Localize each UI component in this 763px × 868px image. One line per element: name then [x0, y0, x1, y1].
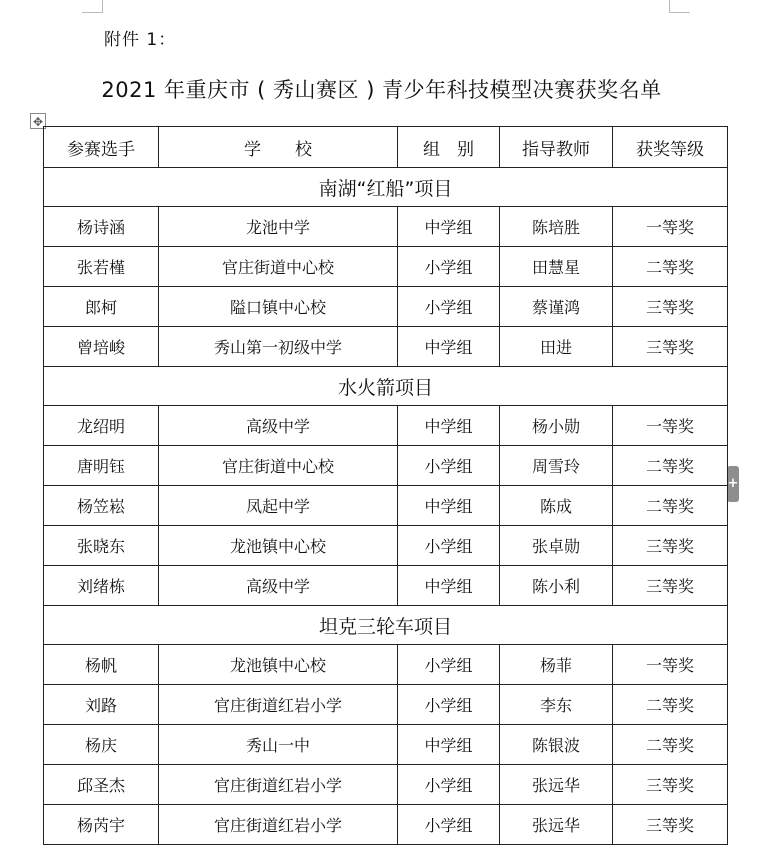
- table-row: [44, 247, 728, 287]
- section-title: 南湖“红船”项目: [44, 168, 728, 207]
- teacher-cell: 田进: [500, 327, 613, 367]
- school-cell: 官庄街道红岩小学: [159, 765, 398, 805]
- contestant-cell: 刘绪栋: [44, 566, 159, 606]
- contestant-cell: 唐明钰: [44, 446, 159, 486]
- school-cell: 官庄街道中心校: [159, 446, 398, 486]
- teacher-cell: 杨小勋: [500, 406, 613, 446]
- award-cell: 二等奖: [613, 725, 728, 765]
- contestant-cell: 杨笠崧: [44, 486, 159, 526]
- table-row: [44, 805, 728, 845]
- page-corner-mark-left: [82, 0, 103, 13]
- awards-table: [43, 126, 728, 845]
- contestant-cell: 张晓东: [44, 526, 159, 566]
- column-header-school: 学 校: [159, 127, 398, 168]
- school-cell: 高级中学: [159, 406, 398, 446]
- table-row: [44, 566, 728, 606]
- award-cell: 二等奖: [613, 685, 728, 725]
- group-cell: 中学组: [398, 327, 500, 367]
- award-cell: 二等奖: [613, 486, 728, 526]
- group-cell: 中学组: [398, 486, 500, 526]
- award-cell: 一等奖: [613, 406, 728, 446]
- table-row: [44, 287, 728, 327]
- section-row: [44, 606, 728, 645]
- group-cell: 中学组: [398, 725, 500, 765]
- document-title: 2021 年重庆市 ( 秀山赛区 ) 青少年科技模型决赛获奖名单: [101, 78, 662, 102]
- teacher-cell: 周雪玲: [500, 446, 613, 486]
- page-corner-mark-right: [669, 0, 690, 13]
- award-cell: 二等奖: [613, 446, 728, 486]
- column-header-teacher: 指导教师: [500, 127, 613, 168]
- teacher-cell: 杨菲: [500, 645, 613, 685]
- award-cell: 一等奖: [613, 207, 728, 247]
- table-row: [44, 685, 728, 725]
- award-cell: 三等奖: [613, 805, 728, 845]
- group-cell: 小学组: [398, 287, 500, 327]
- award-cell: 三等奖: [613, 566, 728, 606]
- group-cell: 小学组: [398, 247, 500, 287]
- table-row: [44, 327, 728, 367]
- contestant-cell: 曾培峻: [44, 327, 159, 367]
- award-cell: 一等奖: [613, 645, 728, 685]
- school-cell: 秀山一中: [159, 725, 398, 765]
- column-header-contestant: 参赛选手: [44, 127, 159, 168]
- teacher-cell: 张远华: [500, 765, 613, 805]
- section-title: 坦克三轮车项目: [44, 606, 728, 645]
- teacher-cell: 田慧星: [500, 247, 613, 287]
- table-header-row: [44, 127, 728, 168]
- group-cell: 小学组: [398, 685, 500, 725]
- school-cell: 官庄街道红岩小学: [159, 805, 398, 845]
- group-cell: 中学组: [398, 566, 500, 606]
- contestant-cell: 郎柯: [44, 287, 159, 327]
- contestant-cell: 龙绍明: [44, 406, 159, 446]
- award-cell: 三等奖: [613, 526, 728, 566]
- group-cell: 小学组: [398, 446, 500, 486]
- teacher-cell: 陈成: [500, 486, 613, 526]
- teacher-cell: 陈小利: [500, 566, 613, 606]
- award-cell: 三等奖: [613, 765, 728, 805]
- table-row: [44, 645, 728, 685]
- table-row: [44, 765, 728, 805]
- teacher-cell: 张卓勋: [500, 526, 613, 566]
- teacher-cell: 李东: [500, 685, 613, 725]
- school-cell: 隘口镇中心校: [159, 287, 398, 327]
- group-cell: 小学组: [398, 805, 500, 845]
- table-row: [44, 526, 728, 566]
- contestant-cell: 杨芮宇: [44, 805, 159, 845]
- school-cell: 龙池中学: [159, 207, 398, 247]
- group-cell: 小学组: [398, 526, 500, 566]
- group-cell: 小学组: [398, 765, 500, 805]
- teacher-cell: 陈培胜: [500, 207, 613, 247]
- teacher-cell: 蔡谨鸿: [500, 287, 613, 327]
- school-cell: 高级中学: [159, 566, 398, 606]
- section-row: [44, 168, 728, 207]
- column-header-award-level: 获奖等级: [613, 127, 728, 168]
- school-cell: 凤起中学: [159, 486, 398, 526]
- table-row: [44, 725, 728, 765]
- teacher-cell: 陈银波: [500, 725, 613, 765]
- group-cell: 中学组: [398, 406, 500, 446]
- expand-panel-icon[interactable]: +: [727, 466, 739, 502]
- group-cell: 中学组: [398, 207, 500, 247]
- award-cell: 三等奖: [613, 287, 728, 327]
- column-header-group: 组 别: [398, 127, 500, 168]
- contestant-cell: 张若槿: [44, 247, 159, 287]
- table-move-handle-icon[interactable]: ✥: [30, 113, 46, 129]
- contestant-cell: 杨庆: [44, 725, 159, 765]
- school-cell: 官庄街道红岩小学: [159, 685, 398, 725]
- award-cell: 三等奖: [613, 327, 728, 367]
- award-cell: 二等奖: [613, 247, 728, 287]
- school-cell: 官庄街道中心校: [159, 247, 398, 287]
- school-cell: 秀山第一初级中学: [159, 327, 398, 367]
- section-title: 水火箭项目: [44, 367, 728, 406]
- teacher-cell: 张远华: [500, 805, 613, 845]
- table-row: [44, 207, 728, 247]
- contestant-cell: 邱圣杰: [44, 765, 159, 805]
- contestant-cell: 刘路: [44, 685, 159, 725]
- table-row: [44, 406, 728, 446]
- table-row: [44, 446, 728, 486]
- attachment-label: 附件 1：: [104, 30, 177, 50]
- school-cell: 龙池镇中心校: [159, 645, 398, 685]
- group-cell: 小学组: [398, 645, 500, 685]
- contestant-cell: 杨帆: [44, 645, 159, 685]
- contestant-cell: 杨诗涵: [44, 207, 159, 247]
- school-cell: 龙池镇中心校: [159, 526, 398, 566]
- section-row: [44, 367, 728, 406]
- table-row: [44, 486, 728, 526]
